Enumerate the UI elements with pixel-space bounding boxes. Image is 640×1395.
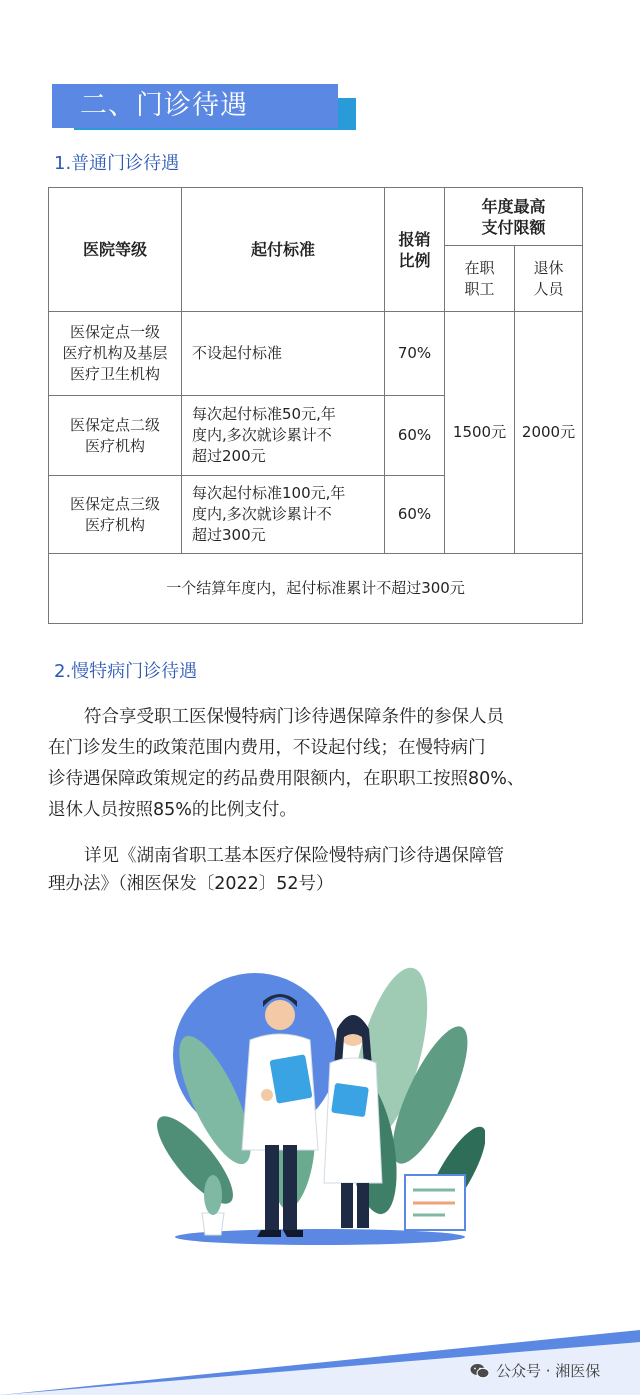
paragraph-line: 退休人员按照85%的比例支付。 bbox=[48, 800, 297, 820]
row1-ratio: 70% bbox=[385, 312, 445, 396]
watermark-text: 公众号 · 湘医保 bbox=[496, 1362, 601, 1380]
paragraph-line: 在门诊发生的政策范围内费用，不设起付线；在慢特病门 bbox=[48, 738, 486, 758]
row3-ratio: 60% bbox=[385, 476, 445, 554]
row2-level-line2: 医疗机构 bbox=[84, 436, 145, 455]
subsection-title-general: 1.普通门诊待遇 bbox=[54, 153, 180, 174]
header-limit-line1: 年度最高 bbox=[481, 196, 546, 216]
header-retiree-line1: 退休 bbox=[533, 258, 564, 277]
section-title: 二、门诊待遇 bbox=[80, 90, 248, 121]
row1-level-line2: 医疗机构及基层 bbox=[62, 344, 168, 362]
row2-level bbox=[49, 396, 182, 476]
row1-threshold: 不设起付标准 bbox=[182, 312, 385, 396]
paragraph-line: 诊待遇保障政策规定的药品费用限额内，在职职工按照80%、 bbox=[48, 769, 525, 789]
paragraph-line-text: 详见《湖南省职工基本医疗保险慢特病门诊待遇保障管 bbox=[84, 846, 504, 866]
paragraph-line: 理办法》（湘医保发〔2022〕52号） bbox=[48, 874, 334, 894]
row3-threshold-line2: 度内,多次就诊累计不 bbox=[192, 505, 332, 523]
row3-level-line1: 医保定点三级 bbox=[69, 494, 160, 513]
header-retiree-line2: 人员 bbox=[533, 279, 564, 298]
row2-ratio: 60% bbox=[385, 396, 445, 476]
paragraph-line bbox=[48, 842, 588, 870]
row2-threshold bbox=[182, 396, 385, 476]
doctors-illustration-icon bbox=[155, 945, 485, 1255]
paragraph-line bbox=[48, 702, 588, 733]
row2-threshold-line3: 超过200元 bbox=[192, 447, 266, 465]
section-header bbox=[52, 84, 356, 130]
retiree-limit: 2000元 bbox=[515, 312, 583, 554]
row2-threshold-line1: 每次起付标准50元,年 bbox=[192, 405, 336, 423]
header-employee-line1: 在职 bbox=[464, 258, 495, 277]
reference-paragraph bbox=[48, 842, 588, 898]
header-employee-line2: 职工 bbox=[464, 279, 495, 298]
table-row bbox=[49, 312, 583, 396]
wechat-icon bbox=[470, 1363, 490, 1379]
header-employee bbox=[445, 246, 515, 312]
header-ratio-line1: 报销 bbox=[398, 229, 431, 249]
header-threshold: 起付标准 bbox=[182, 188, 385, 312]
subsection-title-chronic: 2.慢特病门诊待遇 bbox=[54, 661, 198, 682]
row2-level-line1: 医保定点二级 bbox=[69, 415, 160, 434]
row3-threshold-line1: 每次起付标准100元,年 bbox=[192, 484, 346, 502]
paragraph-line-text: 符合享受职工医保慢特病门诊待遇保障条件的参保人员 bbox=[84, 707, 504, 727]
row3-threshold bbox=[182, 476, 385, 554]
row1-level-line1: 医保定点一级 bbox=[69, 323, 160, 341]
header-ratio bbox=[385, 188, 445, 312]
row1-level bbox=[49, 312, 182, 396]
row3-level-line2: 医疗机构 bbox=[84, 515, 145, 534]
header-annual-limit bbox=[445, 188, 583, 246]
header-limit-line2: 支付限额 bbox=[481, 217, 546, 237]
table-footer-row bbox=[49, 554, 583, 624]
header-ratio-line2: 比例 bbox=[398, 250, 431, 270]
outpatient-benefit-table bbox=[48, 187, 583, 624]
header-hospital-level: 医院等级 bbox=[49, 188, 182, 312]
row2-threshold-line2: 度内,多次就诊累计不 bbox=[192, 426, 332, 444]
employee-limit: 1500元 bbox=[445, 312, 515, 554]
header-retiree bbox=[515, 246, 583, 312]
watermark bbox=[470, 1360, 600, 1381]
chronic-disease-paragraph bbox=[48, 702, 588, 826]
table-footer-note: 一个结算年度内，起付标准累计不超过300元 bbox=[49, 554, 583, 624]
row1-level-line3: 医疗卫生机构 bbox=[69, 365, 160, 383]
row3-level bbox=[49, 476, 182, 554]
row3-threshold-line3: 超过300元 bbox=[192, 526, 266, 544]
